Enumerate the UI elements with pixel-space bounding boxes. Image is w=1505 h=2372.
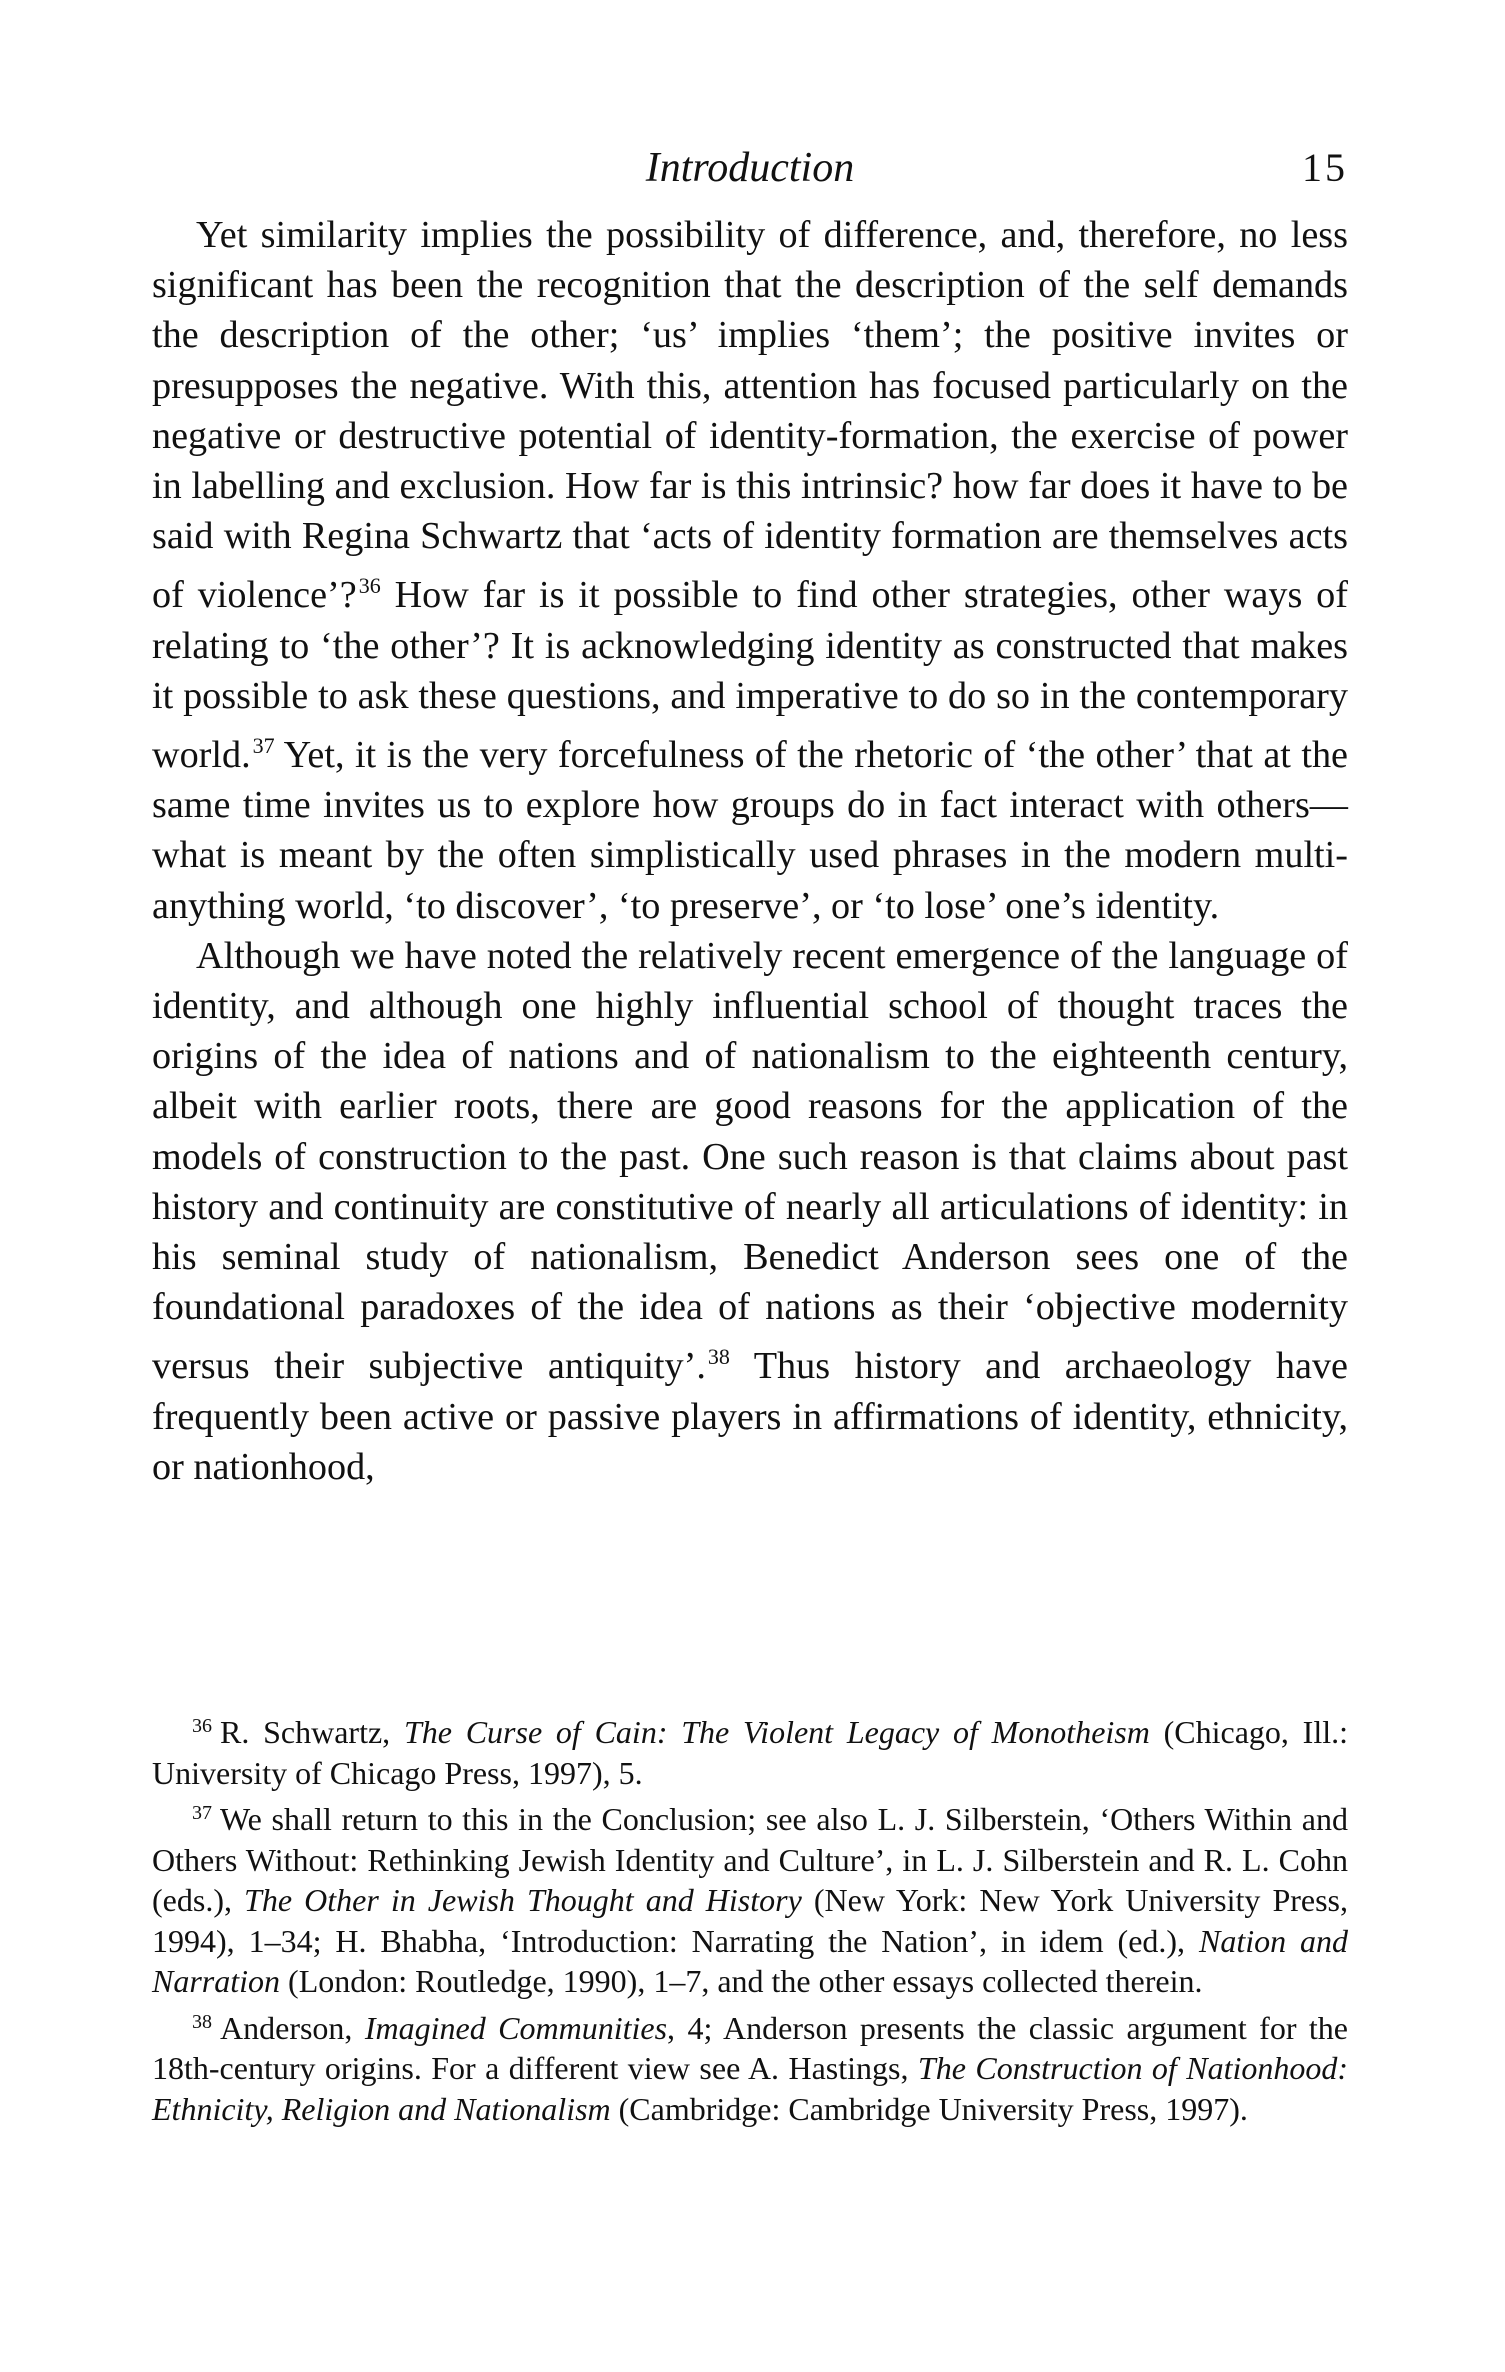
running-title: Introduction xyxy=(645,145,855,191)
paragraph-2 xyxy=(152,931,1348,1492)
footnote-title: The Construction of Nationhood: Ethnicity, Religion and Nationalism xyxy=(152,2050,1349,2127)
footnote-title: The Other in Jewish Thought and History xyxy=(244,1882,802,1918)
footnote-ref-38: 38 xyxy=(707,1344,730,1370)
footnote-number: 38 xyxy=(192,2010,212,2033)
footnote-38 xyxy=(152,2002,1348,2130)
paragraph-text: Thus history and archaeology have frequently been active or passive players in affirmations of identity, ethnicity, or nationhood, xyxy=(152,1345,1348,1488)
footnote-title: The Curse of Cain: The Violent Legacy of Monotheism xyxy=(403,1714,1150,1750)
footnote-text: (London: Routledge, 1990), 1–7, and the other essays collected therein. xyxy=(280,1963,1203,1999)
footnote-text: R. Schwartz, xyxy=(220,1714,404,1750)
footnote-number: 37 xyxy=(192,1802,212,1824)
footnote-text: (Cambridge: Cambridge University Press, 1997). xyxy=(610,2090,1248,2127)
footnote-text: (Chicago, Ill.: University of Chicago Press, 1997), 5. xyxy=(152,1714,1348,1791)
paragraph-1 xyxy=(152,210,1348,931)
running-header xyxy=(152,138,1348,198)
footnote-ref-36: 36 xyxy=(358,573,381,599)
footnote-ref-37: 37 xyxy=(252,733,275,759)
main-text xyxy=(152,210,1348,1492)
footnote-text: , 4; Anderson presents the classic argument for the 18th-century origins. For a different view see A. Hastings, xyxy=(152,2009,1349,2086)
footnotes xyxy=(152,1706,1348,2129)
paragraph-text: Yet, it is the very forcefulness of the rhetoric of ‘the other’ that at the same time invites us to explore how groups do in fact interact with others—what is meant by the often simplistically used phrases in the modern multi-anything world, ‘to discover’, ‘to preserve’, or ‘to lose’ one’s identity. xyxy=(152,734,1348,927)
paragraph-text: Yet similarity implies the possibility of difference, and, therefore, no less significant has been the recognition that the description of the self demands the description of the other; ‘us’ implies ‘them’; the positive invites or presupposes the negative. With this, attention has focused particularly on the negative or destructive potential of identity-formation, the exercise of power in labelling and exclusion. How far is this intrinsic? how far does it have to be said with Regina Schwartz that ‘acts of identity formation are themselves acts of violence’? xyxy=(152,214,1348,617)
page-number: 15 xyxy=(1302,145,1348,190)
footnote-text: Anderson, xyxy=(220,2009,365,2046)
paragraph-text: Although we have noted the relatively recent emergence of the language of identity, and although one highly influential school of thought traces the origins of the idea of nations and of nationalism to the eighteenth century, albeit with earlier roots, there are good reasons for the application of the models of construction to the past. One such reason is that claims about past history and continuity are constitutive of nearly all articulations of identity: in his seminal study of nationalism, Benedict Anderson sees one of the foundational paradoxes of the idea of nations as their ‘objective modernity versus their subjective antiquity’. xyxy=(152,934,1348,1388)
footnote-text: (New York: New York University Press, 1994), 1–34; H. Bhabha, ‘Introduction: Narrating the Nation’, in idem (ed.), xyxy=(152,1882,1349,1959)
footnote-title: Nation and Narration xyxy=(152,1922,1349,1999)
paragraph-text: How far is it possible to find other strategies, other ways of relating to ‘the other’? It is acknowledging identity as constructed that makes it possible to ask these questions, and imperative to do so in the contemporary world. xyxy=(152,574,1348,777)
footnote-title: Imagined Communities xyxy=(364,2009,668,2046)
footnote-number: 36 xyxy=(192,1715,212,1737)
footnote-36 xyxy=(152,1706,1348,1793)
footnote-37 xyxy=(152,1793,1348,2002)
footnote-text: We shall return to this in the Conclusion; see also L. J. Silberstein, ‘Others Within and Others Without: Rethinking Jewish Identity and Culture’, in L. J. Silberstein and R. L. Cohn (eds.), xyxy=(152,1801,1348,1918)
